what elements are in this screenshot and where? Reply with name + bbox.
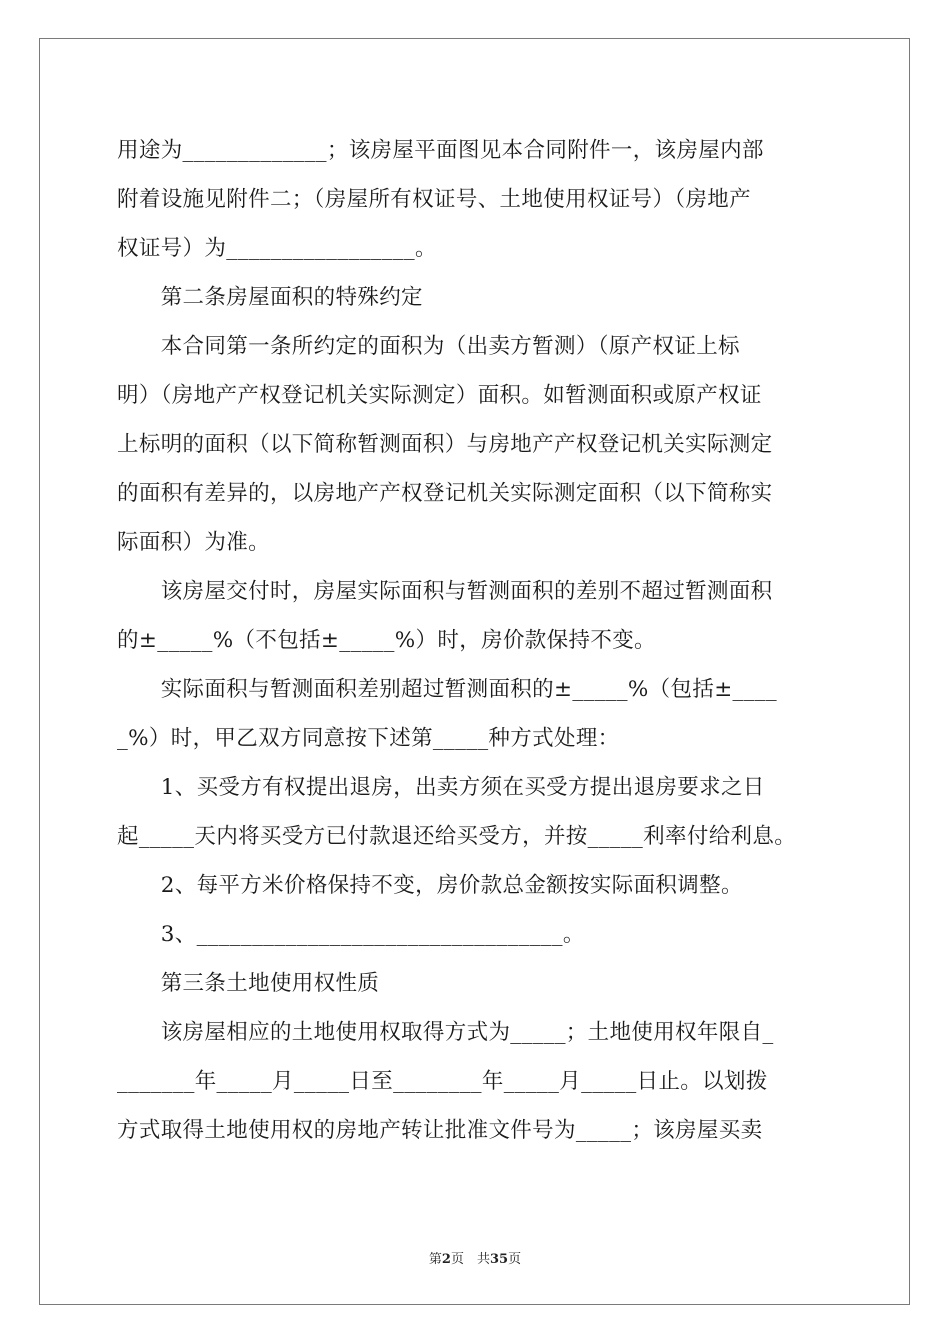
text-line: 附着设施见附件二；（房屋所有权证号、土地使用权证号）（房地产 bbox=[117, 187, 752, 212]
footer-prefix: 第 bbox=[428, 1252, 442, 1267]
document-body bbox=[117, 126, 837, 1155]
text-line: 本合同第一条所约定的面积为（出卖方暂测）（原产权证上标 bbox=[117, 334, 740, 359]
text-line: 1、买受方有权提出退房，出卖方须在买受方提出退房要求之日 bbox=[117, 775, 765, 800]
text-line: 上标明的面积（以下简称暂测面积）与房地产产权登记机关实际测定 bbox=[117, 432, 773, 457]
section-heading: 第三条土地使用权性质 bbox=[117, 971, 380, 996]
text-line: 该房屋交付时，房屋实际面积与暂测面积的差别不超过暂测面积 bbox=[117, 579, 773, 604]
text-line: 3、_________________________________。 bbox=[117, 922, 585, 947]
current-page-number: 2 bbox=[441, 1252, 451, 1267]
text-line: 明）（房地产产权登记机关实际测定）面积。如暂测面积或原产权证 bbox=[117, 383, 762, 408]
text-line: 的±_____%（不包括±_____%）时，房价款保持不变。 bbox=[117, 628, 656, 653]
section-heading: 第二条房屋面积的特殊约定 bbox=[117, 285, 423, 310]
page-footer bbox=[0, 1248, 950, 1267]
text-line: 起_____天内将买受方已付款退还给买受方，并按_____利率付给利息。 bbox=[117, 824, 797, 849]
text-line: 2、每平方米价格保持不变，房价款总金额按实际面积调整。 bbox=[117, 873, 743, 898]
text-line: 该房屋相应的土地使用权取得方式为_____；土地使用权年限自_ bbox=[117, 1020, 774, 1045]
text-line: _______年_____月_____日至________年_____月_____日止。以划拨 bbox=[117, 1069, 768, 1094]
text-line: _%）时，甲乙双方同意按下述第_____种方式处理： bbox=[117, 726, 620, 751]
text-line: 用途为_____________；该房屋平面图见本合同附件一，该房屋内部 bbox=[117, 138, 764, 163]
total-page-count: 35 bbox=[489, 1252, 509, 1267]
footer-suffix: 页 bbox=[508, 1252, 522, 1267]
text-line: 方式取得土地使用权的房地产转让批准文件号为_____；该房屋买卖 bbox=[117, 1118, 763, 1143]
text-line: 实际面积与暂测面积差别超过暂测面积的±_____%（包括±____ bbox=[117, 677, 777, 702]
text-line: 权证号）为_________________。 bbox=[117, 236, 437, 261]
text-line: 的面积有差异的，以房地产产权登记机关实际测定面积（以下简称实 bbox=[117, 481, 773, 506]
footer-mid: 页 共 bbox=[450, 1252, 490, 1267]
text-line: 际面积）为准。 bbox=[117, 530, 270, 555]
